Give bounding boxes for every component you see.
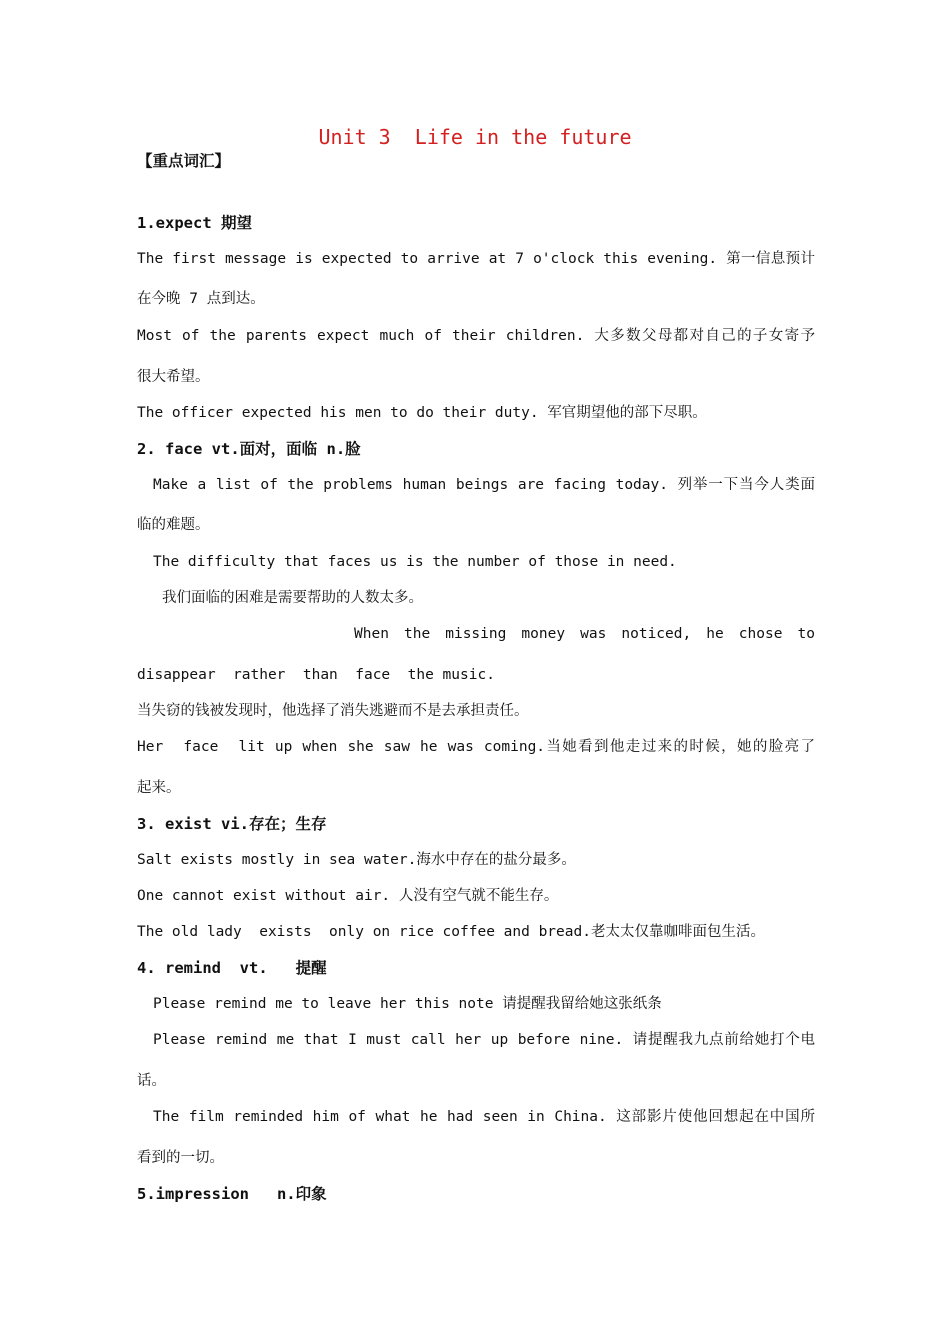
example-line: Salt exists mostly in sea water.海水中存在的盐分最多。 xyxy=(137,852,576,868)
example-line: disappear rather than face the music. xyxy=(137,667,495,683)
entry-head-face: 2. face vt.面对，面临 n.脸 xyxy=(137,440,361,458)
example-line: 在今晚 7 点到达。 xyxy=(137,291,265,307)
example-line: 很大希望。 xyxy=(137,369,210,385)
example-line: 当失窃的钱被发现时，他选择了消失逃避而不是去承担责任。 xyxy=(137,703,529,719)
example-line: 话。 xyxy=(137,1073,166,1089)
example-line: The old lady exists only on rice coffee and bread.老太太仅靠咖啡面包生活。 xyxy=(137,924,765,940)
example-line: The first message is expected to arrive at 7 o'clock this evening. 第一信息预计 xyxy=(137,251,815,267)
example-line: 临的难题。 xyxy=(137,517,210,533)
example-line: 起来。 xyxy=(137,780,181,796)
example-line: 看到的一切。 xyxy=(137,1150,224,1166)
example-line: The difficulty that faces us is the number of those in need. xyxy=(153,554,677,570)
section-heading: 【重点词汇】 xyxy=(137,152,231,170)
example-line: The film reminded him of what he had seen in China. 这部影片使他回想起在中国所 xyxy=(153,1109,815,1125)
example-line: Make a list of the problems human beings are facing today. 列举一下当今人类面 xyxy=(153,477,815,493)
entry-head-expect: 1.expect 期望 xyxy=(137,214,252,232)
document-title: Unit 3 Life in the future xyxy=(318,125,632,149)
entry-head-remind: 4. remind vt. 提醒 xyxy=(137,959,327,977)
example-line: Please remind me to leave her this note 请提醒我留给她这张纸条 xyxy=(153,996,662,1012)
example-line: The officer expected his men to do their duty. 军官期望他的部下尽职。 xyxy=(137,405,707,421)
example-line: 我们面临的困难是需要帮助的人数太多。 xyxy=(162,590,423,606)
entry-head-exist: 3. exist vi.存在；生存 xyxy=(137,815,327,833)
example-line: One cannot exist without air. 人没有空气就不能生存。 xyxy=(137,888,559,904)
example-line: Please remind me that I must call her up before nine. 请提醒我九点前给她打个电 xyxy=(153,1032,815,1048)
entry-head-impression: 5.impression n.印象 xyxy=(137,1185,327,1203)
example-line: Her face lit up when she saw he was coming.当她看到他走过来的时候，她的脸亮了 xyxy=(137,739,815,755)
example-line: When the missing money was noticed, he chose to xyxy=(354,626,815,642)
example-line: Most of the parents expect much of their children. 大多数父母都对自己的子女寄予 xyxy=(137,328,815,344)
